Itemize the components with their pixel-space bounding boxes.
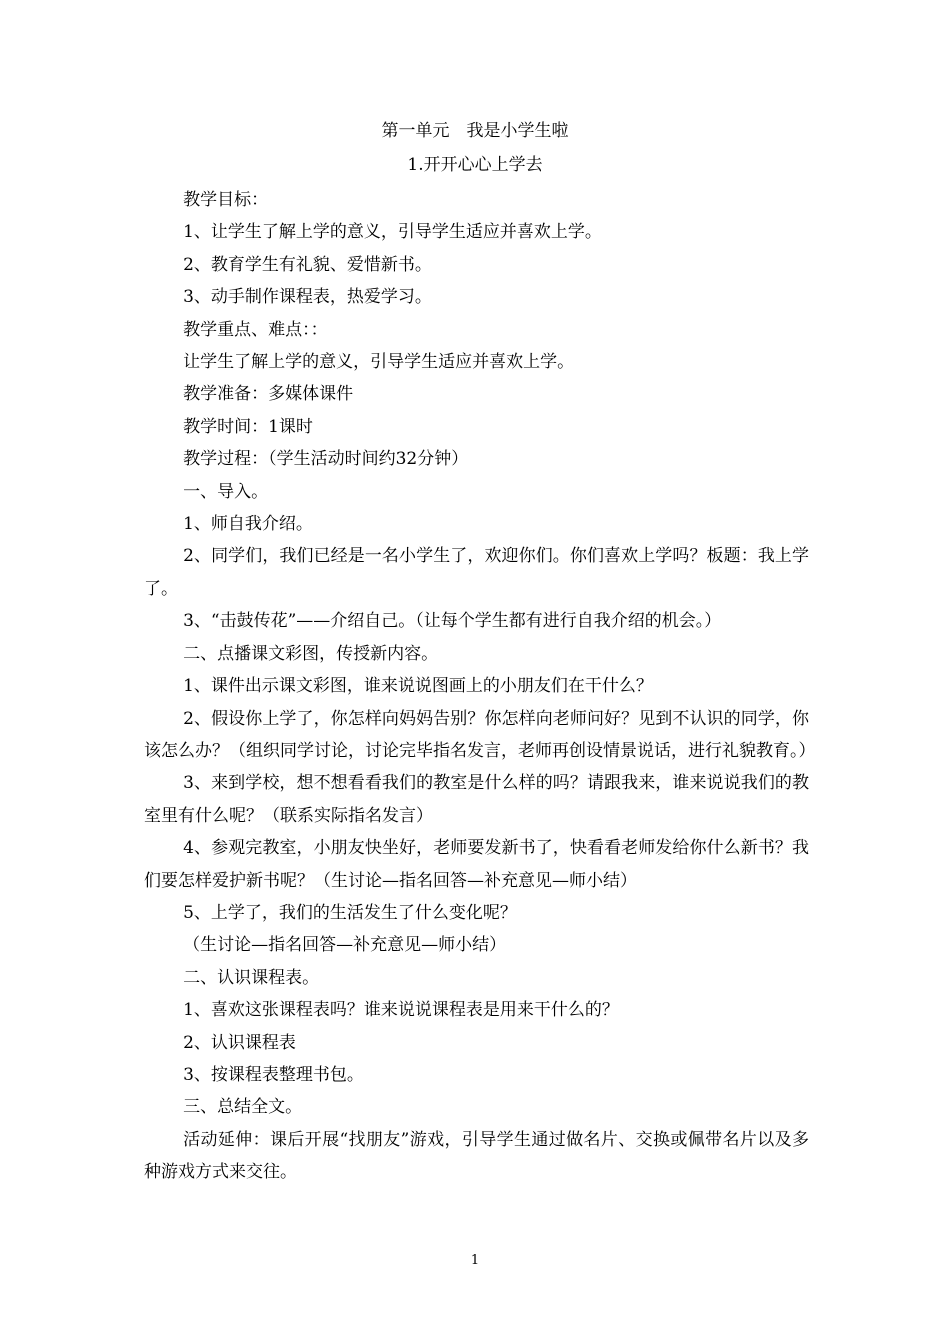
paragraph: 3、按课程表整理书包。	[183, 1064, 364, 1085]
unit-title: 第一单元 我是小学生啦	[381, 121, 569, 141]
paragraph: （生讨论—指名回答—补充意见—师小结）	[183, 935, 507, 956]
paragraph: 1、师自我介绍。	[183, 514, 313, 535]
paragraph: 3、动手制作课程表，热爱学习。	[183, 287, 432, 308]
paragraph: 1、让学生了解上学的意义，引导学生适应并喜欢上学。	[183, 222, 602, 243]
paragraph: 4、参观完教室，小朋友快坐好，老师要发新书了，快看看老师发给你什么新书？我们要怎样爱护新书呢？（生讨论—指名回答—补充意见—师小结）	[144, 838, 809, 891]
paragraph: 教学重点、难点：：	[183, 319, 328, 340]
paragraph: 3、“击鼓传花”——介绍自己。（让每个学生都有进行自我介绍的机会。）	[183, 611, 722, 632]
paragraph: 一、导入。	[183, 481, 269, 502]
paragraph: 教学目标：	[183, 190, 269, 210]
paragraph: 活动延伸：课后开展“找朋友”游戏，引导学生通过做名片、交换或佩带名片以及多种游戏方式来交往。	[144, 1129, 809, 1183]
paragraph: 2、假设你上学了，你怎样向妈妈告别？你怎样向老师问好？见到不认识的同学，你该怎么办？（组织同学讨论，讨论完毕指名发言，老师再创设情景说话，进行礼貌教育。）	[144, 708, 816, 761]
paragraph: 教学时间：1课时	[183, 416, 313, 437]
paragraph: 3、来到学校，想不想看看我们的教室是什么样的吗？请跟我来，谁来说说我们的教室里有什么呢？（联系实际指名发言）	[144, 773, 809, 826]
paragraph: 三、总结全文。	[183, 1097, 303, 1118]
paragraph: 让学生了解上学的意义，引导学生适应并喜欢上学。	[183, 352, 575, 373]
paragraph: 1、课件出示课文彩图，谁来说说图画上的小朋友们在干什么？	[183, 676, 653, 697]
paragraph: 2、教育学生有礼貌、爱惜新书。	[183, 254, 432, 275]
document-body	[144, 184, 816, 1189]
paragraph: 二、认识课程表。	[183, 967, 320, 988]
page-number: 1	[470, 1253, 480, 1268]
paragraph: 教学准备：多媒体课件	[183, 384, 354, 405]
paragraph: 教学过程：（学生活动时间约32分钟）	[183, 449, 469, 470]
paragraph: 1、喜欢这张课程表吗？谁来说说课程表是用来干什么的？	[183, 1000, 619, 1021]
paragraph: 2、同学们，我们已经是一名小学生了，欢迎你们。你们喜欢上学吗？板题：我上学了。	[144, 546, 809, 599]
lesson-title: 1.开开心心上学去	[407, 155, 543, 175]
paragraph: 5、上学了，我们的生活发生了什么变化呢？	[183, 902, 517, 923]
paragraph: 2、认识课程表	[183, 1032, 296, 1053]
paragraph: 二、点播课文彩图，传授新内容。	[183, 643, 439, 664]
